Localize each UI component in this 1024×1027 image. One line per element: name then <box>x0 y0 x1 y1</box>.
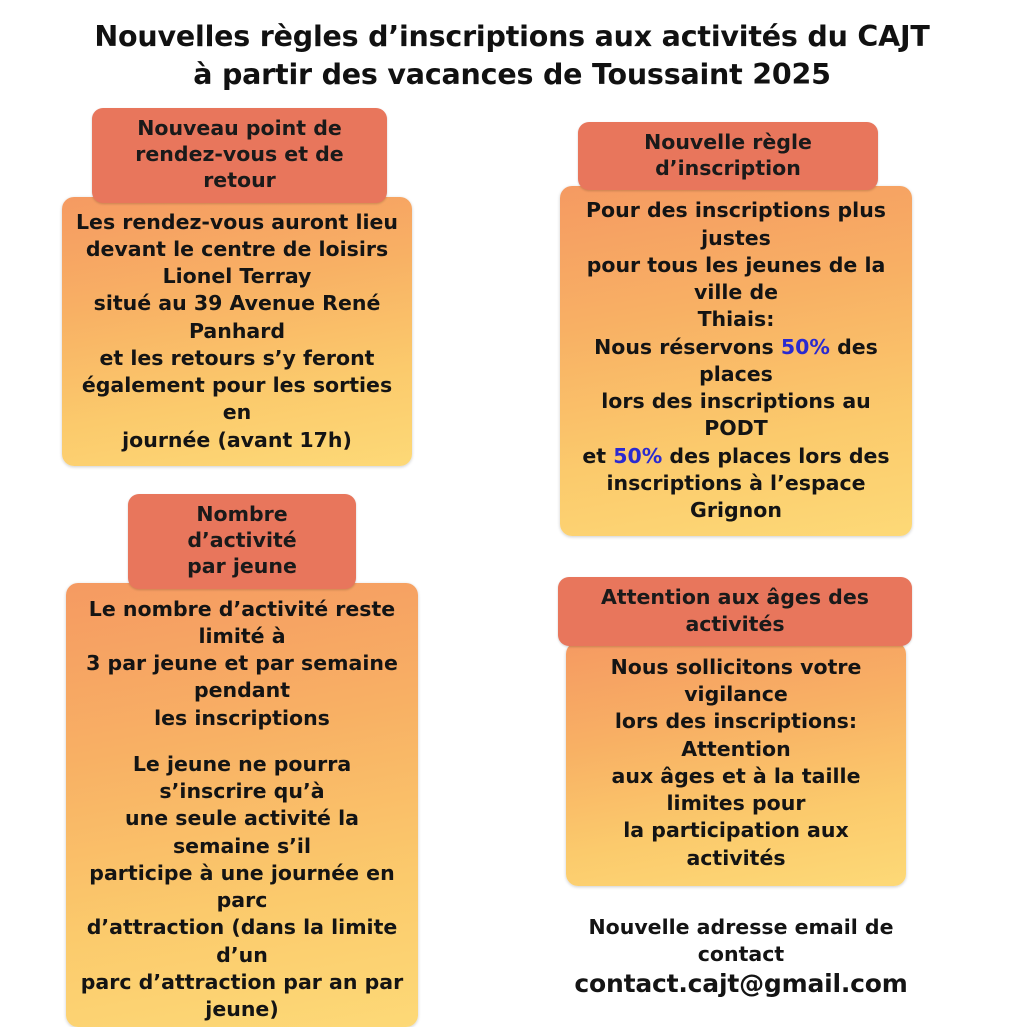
highlight-percent-grignon: 50% <box>613 443 663 468</box>
body-line: et <box>582 443 614 468</box>
card-header-attention-ages <box>558 577 912 645</box>
body-line: Thiais: <box>697 307 775 332</box>
body-line: Nous réservons <box>594 334 781 359</box>
body-line: et les retours s’y feront <box>99 345 375 370</box>
body-line: parc d’attraction par an par jeune) <box>80 969 404 1022</box>
body-line: pour tous les jeunes de la ville de <box>586 252 886 305</box>
body-line: lors des inscriptions au PODT <box>601 389 871 441</box>
card-body-nombre-activite <box>66 583 418 1027</box>
body-line: participe à une journée en parc <box>89 860 395 913</box>
body-line: également pour les sorties en <box>81 373 393 425</box>
card-header-nouveau-point-rdv <box>92 108 387 203</box>
footer-label: Nouvelle adresse email de contact <box>588 914 894 966</box>
body-line: Le nombre d’activité reste limité à <box>88 596 396 648</box>
body-line: les inscriptions <box>154 705 330 730</box>
body-line: 3 par jeune et par semaine pendant <box>86 651 398 703</box>
card-header-line-1: Nouveau point de <box>137 116 342 140</box>
body-line: des places <box>699 334 878 386</box>
card-header-nombre-activite <box>128 494 356 589</box>
card-body-attention-ages <box>566 642 906 886</box>
card-nouvelle-regle-inscription <box>556 122 926 536</box>
card-header-nouvelle-regle-inscription <box>578 122 878 190</box>
body-line: des places lors des <box>662 443 890 468</box>
body-line: la participation aux activités <box>623 818 849 870</box>
body-line: journée (avant 17h) <box>122 427 352 452</box>
card-header-line-2: rendez-vous et de retour <box>135 142 344 193</box>
body-line: une seule activité la semaine s’il <box>125 806 359 858</box>
body-line: inscriptions à l’espace Grignon <box>606 470 866 523</box>
card-body-nouvelle-regle-inscription <box>560 186 912 536</box>
page-title <box>0 18 1024 94</box>
title-line-2: à partir des vacances de Toussaint 2025 <box>193 58 831 92</box>
card-header-line-2: par jeune <box>187 554 297 579</box>
body-line: lors des inscriptions: Attention <box>614 709 858 761</box>
body-line: Lionel Terray <box>162 264 312 289</box>
paragraph-limite-activites <box>78 596 406 732</box>
left-column <box>62 108 432 1027</box>
card-header-line-1: Nouvelle règle d’inscription <box>644 130 812 181</box>
title-line-1: Nouvelles règles d’inscriptions aux activités du CAJT <box>94 20 930 53</box>
card-header-line-1: Nombre d’activité <box>187 501 297 553</box>
body-line: aux âges et à la taille limites pour <box>611 763 861 816</box>
footer-contact <box>556 914 926 1001</box>
highlight-percent-podt: 50% <box>780 334 830 359</box>
paragraph-parc-attraction <box>78 751 406 1024</box>
card-nombre-activite <box>62 494 432 1027</box>
footer-email: contact.cajt@gmail.com <box>574 969 908 999</box>
body-line: Nous sollicitons votre vigilance <box>610 654 862 707</box>
right-column <box>556 108 926 1001</box>
card-header-line-1: Attention aux âges des activités <box>601 585 869 636</box>
body-line: Le jeune ne pourra s’inscrire qu’à <box>132 751 352 804</box>
card-attention-ages <box>556 577 926 885</box>
body-line: d’attraction (dans la limite d’un <box>86 915 398 967</box>
body-line: Pour des inscriptions plus justes <box>586 198 886 250</box>
body-line: situé au 39 Avenue René Panhard <box>93 291 381 343</box>
body-line: devant le centre de loisirs <box>85 236 389 261</box>
body-line: Les rendez-vous auront lieu <box>75 209 398 234</box>
card-nouveau-point-rdv <box>62 108 432 466</box>
card-body-nouveau-point-rdv <box>62 197 412 466</box>
